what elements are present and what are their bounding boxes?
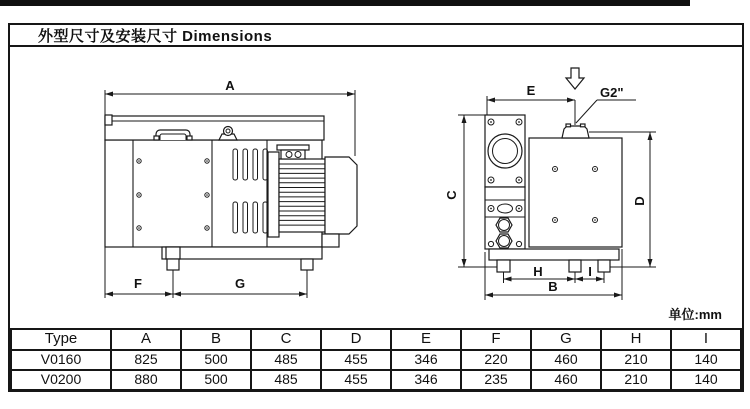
- value-cell: 210: [601, 370, 671, 390]
- end-foot-left: [497, 260, 510, 272]
- right-foot: [301, 259, 313, 270]
- pump-dimension-drawing: [10, 47, 742, 328]
- dim-i-label: I: [588, 264, 592, 279]
- side-view-drawing: [105, 78, 357, 298]
- inlet-flow-arrow: [566, 68, 584, 89]
- col-header-i: I: [671, 329, 741, 350]
- motor-fins: [279, 159, 325, 232]
- motor-end-cap: [325, 157, 357, 234]
- value-cell: 460: [531, 370, 601, 390]
- table-row-v0200: [11, 370, 741, 390]
- col-header-g: G: [531, 329, 601, 350]
- end-view-housing: [529, 124, 622, 247]
- value-cell: 485: [251, 350, 321, 370]
- dimensions-sheet: [8, 23, 744, 392]
- col-header-b: B: [181, 329, 251, 350]
- value-cell: 485: [251, 370, 321, 390]
- dim-a-label: A: [225, 78, 235, 93]
- port-callout: [576, 85, 636, 123]
- top-divider-bar: [0, 0, 690, 6]
- motor-foot: [322, 234, 339, 247]
- model-name: V0160: [11, 350, 111, 370]
- table-header-row: [11, 329, 741, 350]
- end-view-left-column: [485, 115, 525, 249]
- value-cell: 210: [601, 350, 671, 370]
- col-header-a: A: [111, 329, 181, 350]
- model-name: V0200: [11, 370, 111, 390]
- value-cell: 346: [391, 350, 461, 370]
- col-header-e: E: [391, 329, 461, 350]
- port-label: G2": [600, 85, 624, 100]
- dim-c-label: C: [444, 190, 459, 200]
- col-header-c: C: [251, 329, 321, 350]
- drawing-area: [10, 47, 742, 328]
- value-cell: 880: [111, 370, 181, 390]
- dimensions-table: [10, 328, 742, 391]
- dimension-g: [173, 270, 307, 298]
- inlet-port: [562, 126, 589, 138]
- value-cell: 455: [321, 350, 391, 370]
- carry-handle: [156, 130, 190, 140]
- dim-d-label: D: [632, 196, 647, 206]
- value-cell: 460: [531, 350, 601, 370]
- dim-e-label: E: [526, 83, 536, 98]
- dim-f-label: F: [134, 276, 142, 291]
- value-cell: 500: [181, 350, 251, 370]
- col-header-type: Type: [11, 329, 111, 350]
- oil-sight-glass: [488, 134, 522, 168]
- section-title-bar: [10, 25, 742, 47]
- end-foot-right: [598, 260, 610, 272]
- unit-note: 单位:mm: [668, 307, 722, 322]
- motor-terminal-box: [277, 145, 309, 159]
- dim-h-label: H: [533, 264, 543, 279]
- col-header-d: D: [321, 329, 391, 350]
- end-foot-middle: [569, 260, 581, 272]
- table-row-v0160: [11, 350, 741, 370]
- col-header-h: H: [601, 329, 671, 350]
- value-cell: 346: [391, 370, 461, 390]
- dimension-h: [504, 264, 576, 283]
- end-view-base: [489, 249, 619, 272]
- value-cell: 455: [321, 370, 391, 390]
- value-cell: 140: [671, 350, 741, 370]
- left-foot: [167, 259, 179, 270]
- side-view-motor: [268, 145, 357, 247]
- value-cell: 825: [111, 350, 181, 370]
- side-view-base: [162, 247, 322, 270]
- value-cell: 235: [461, 370, 531, 390]
- col-header-f: F: [461, 329, 531, 350]
- value-cell: 140: [671, 370, 741, 390]
- value-cell: 220: [461, 350, 531, 370]
- end-view-drawing: [444, 68, 656, 300]
- dim-b-label: B: [548, 279, 558, 294]
- value-cell: 500: [181, 370, 251, 390]
- dim-g-label: G: [234, 276, 246, 291]
- page-title: 外型尺寸及安装尺寸 Dimensions: [38, 27, 273, 45]
